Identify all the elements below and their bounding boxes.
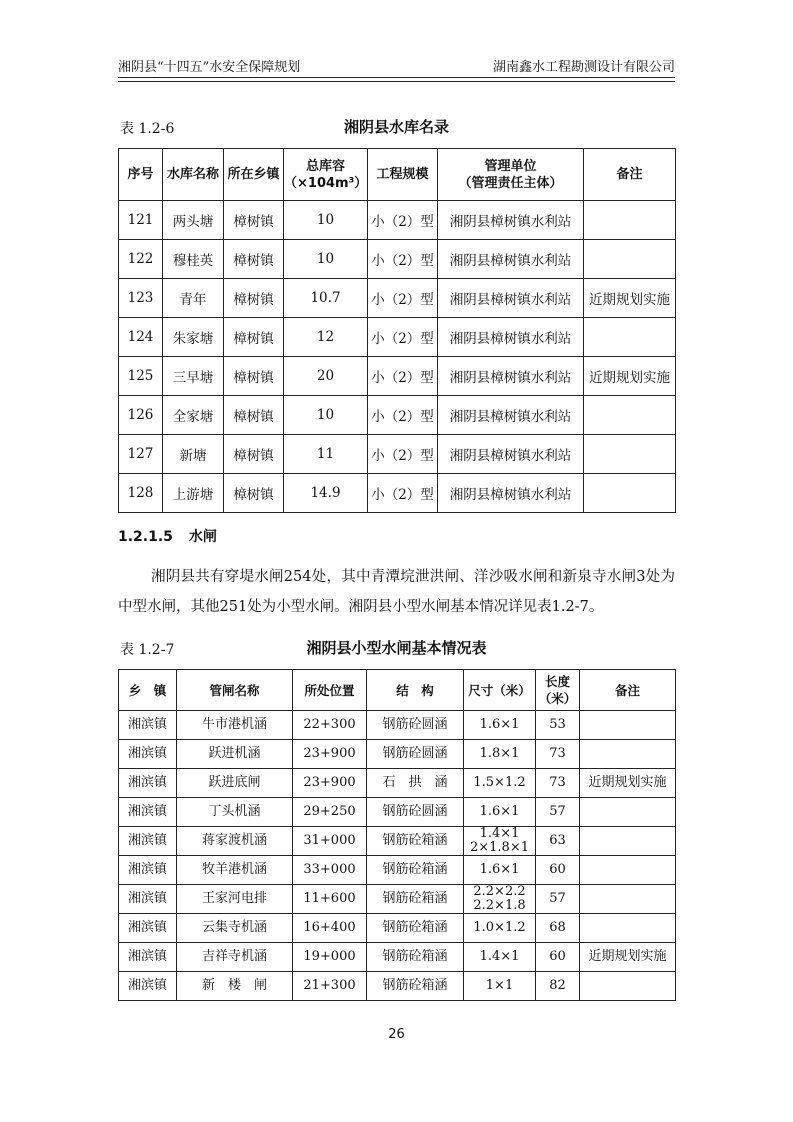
table-cell: 11: [284, 435, 368, 474]
table-cell: 10: [284, 396, 368, 435]
table-cell: 22+300: [293, 711, 367, 740]
table-row: [119, 396, 676, 435]
table-cell: 2.2×2.2 2.2×1.8: [464, 885, 536, 914]
table-cell: 19+000: [293, 943, 367, 972]
table-cell: 122: [119, 240, 163, 279]
table-cell: 湘阴县樟树镇水利站: [438, 396, 584, 435]
table-cell: 王家河电排: [177, 885, 293, 914]
table-cell: 近期规划实施: [580, 769, 676, 798]
table-cell: 钢筋砼箱涵: [367, 943, 464, 972]
table-row: [119, 972, 676, 1001]
table-cell: 钢筋砼箱涵: [367, 885, 464, 914]
table-cell: 小（2）型: [368, 279, 438, 318]
table-cell: 小（2）型: [368, 396, 438, 435]
table-cell: 樟树镇: [224, 318, 284, 357]
table-row: [119, 318, 676, 357]
table-row: [119, 201, 676, 240]
table-cell: 全家塘: [163, 396, 224, 435]
table-cell: 10: [284, 201, 368, 240]
table-cell: [580, 972, 676, 1001]
table-header-row: [119, 149, 676, 201]
table-cell: 吉祥寺机涵: [177, 943, 293, 972]
table2-caption: [118, 637, 675, 659]
header-cell: 总库容 （×104m³）: [284, 149, 368, 201]
table-cell: 跃进底闸: [177, 769, 293, 798]
table-cell: 樟树镇: [224, 396, 284, 435]
table1-number: 表 1.2-6: [120, 121, 175, 137]
header-cell: 备注: [584, 149, 676, 201]
table-row: [119, 357, 676, 396]
table-cell: 小（2）型: [368, 318, 438, 357]
header-cell: 备注: [580, 670, 676, 711]
table-cell: 125: [119, 357, 163, 396]
section-title: 水闸: [188, 529, 217, 545]
header-cell: 长度 （米）: [536, 670, 580, 711]
table-cell: 湘滨镇: [119, 972, 177, 1001]
table-cell: [584, 435, 676, 474]
header-cell: 管闸名称: [177, 670, 293, 711]
table-cell: 钢筋砼箱涵: [367, 856, 464, 885]
table-cell: 石 拱 涵: [367, 769, 464, 798]
table-cell: 123: [119, 279, 163, 318]
table-cell: 小（2）型: [368, 240, 438, 279]
table2-number: 表 1.2-7: [120, 642, 175, 658]
table-cell: 湘滨镇: [119, 827, 177, 856]
table-cell: 124: [119, 318, 163, 357]
table-cell: 樟树镇: [224, 279, 284, 318]
table-cell: 钢筋砼箱涵: [367, 914, 464, 943]
table1-title: 湘阴县水库名录: [343, 118, 449, 136]
header-divider: [118, 81, 675, 82]
header-left-title: 湘阴县“十四五”水安全保障规划: [118, 60, 301, 75]
table-cell: [580, 711, 676, 740]
table-cell: 近期规划实施: [580, 943, 676, 972]
table-cell: 青年: [163, 279, 224, 318]
table-cell: 12: [284, 318, 368, 357]
table-cell: 1.8×1: [464, 740, 536, 769]
table-cell: 湘滨镇: [119, 740, 177, 769]
table-cell: 1.5×1.2: [464, 769, 536, 798]
table-cell: 湘滨镇: [119, 914, 177, 943]
table-cell: 三早塘: [163, 357, 224, 396]
page-header: [118, 50, 675, 78]
table-cell: 湘阴县樟树镇水利站: [438, 318, 584, 357]
table-cell: 蒋家渡机涵: [177, 827, 293, 856]
table-cell: 23+900: [293, 740, 367, 769]
table-cell: 57: [536, 885, 580, 914]
table-row: [119, 435, 676, 474]
table-cell: [584, 474, 676, 513]
reservoir-table: [118, 148, 676, 513]
table-row: [119, 943, 676, 972]
table-row: [119, 914, 676, 943]
table-cell: 新塘: [163, 435, 224, 474]
table-cell: 湘滨镇: [119, 943, 177, 972]
table-cell: 钢筋砼圆涵: [367, 711, 464, 740]
table-cell: 钢筋砼圆涵: [367, 798, 464, 827]
table-cell: 湘滨镇: [119, 856, 177, 885]
table-cell: 湘阴县樟树镇水利站: [438, 357, 584, 396]
table-row: [119, 740, 676, 769]
table-row: [119, 827, 676, 856]
table-cell: 33+000: [293, 856, 367, 885]
table-header-row: [119, 670, 676, 711]
table-cell: 126: [119, 396, 163, 435]
table-cell: 湘滨镇: [119, 885, 177, 914]
table-row: [119, 856, 676, 885]
table-cell: 樟树镇: [224, 474, 284, 513]
table-cell: [580, 740, 676, 769]
table-cell: [584, 396, 676, 435]
table-cell: 1×1: [464, 972, 536, 1001]
table-cell: 樟树镇: [224, 435, 284, 474]
reservoir-table-body: [119, 201, 676, 513]
table-cell: 丁头机涵: [177, 798, 293, 827]
table-cell: 73: [536, 740, 580, 769]
table-cell: 湘阴县樟树镇水利站: [438, 279, 584, 318]
header-cell: 水库名称: [163, 149, 224, 201]
header-cell: 序号: [119, 149, 163, 201]
table-cell: 小（2）型: [368, 474, 438, 513]
header-cell: 管理单位 （管理责任主体）: [438, 149, 584, 201]
table-cell: 1.6×1: [464, 856, 536, 885]
table-cell: [580, 827, 676, 856]
table-row: [119, 474, 676, 513]
table-cell: 68: [536, 914, 580, 943]
table-cell: 29+250: [293, 798, 367, 827]
table-cell: 10: [284, 240, 368, 279]
section-heading: [118, 526, 217, 546]
body-paragraph: 湘阴县共有穿堤水闸254处，其中青潭垸泄洪闸、洋沙吸水闸和新泉寺水闸3处为中型水闸，其他251处为小型水闸。湘阴县小型水闸基本情况详见表1.2-7。: [118, 569, 675, 615]
table-cell: 60: [536, 943, 580, 972]
table2-title: 湘阴县小型水闸基本情况表: [306, 639, 487, 657]
table-cell: 跃进机涵: [177, 740, 293, 769]
table-cell: 两头塘: [163, 201, 224, 240]
table-cell: 湘滨镇: [119, 711, 177, 740]
table-cell: 10.7: [284, 279, 368, 318]
table-cell: [584, 240, 676, 279]
table-row: [119, 798, 676, 827]
table-cell: 湘滨镇: [119, 798, 177, 827]
table-cell: 穆桂英: [163, 240, 224, 279]
table-cell: 钢筋砼圆涵: [367, 740, 464, 769]
table-cell: 1.4×1 2×1.8×1: [464, 827, 536, 856]
table-cell: 樟树镇: [224, 201, 284, 240]
header-cell: 结 构: [367, 670, 464, 711]
table-cell: 牛市港机涵: [177, 711, 293, 740]
section-number: 1.2.1.5: [118, 529, 173, 545]
table-cell: [580, 885, 676, 914]
table-cell: [584, 201, 676, 240]
table-cell: 小（2）型: [368, 435, 438, 474]
table-row: [119, 769, 676, 798]
table-cell: [580, 856, 676, 885]
table-cell: 127: [119, 435, 163, 474]
sluice-table-body: [119, 711, 676, 1001]
table-cell: 樟树镇: [224, 240, 284, 279]
table-cell: 近期规划实施: [584, 279, 676, 318]
table-cell: 湘滨镇: [119, 769, 177, 798]
table-cell: 73: [536, 769, 580, 798]
table-cell: 14.9: [284, 474, 368, 513]
table-cell: 朱家塘: [163, 318, 224, 357]
header-cell: 工程规模: [368, 149, 438, 201]
table-cell: 小（2）型: [368, 201, 438, 240]
table-cell: 121: [119, 201, 163, 240]
header-right-company: 湖南鑫水工程勘测设计有限公司: [492, 60, 675, 75]
table-cell: 63: [536, 827, 580, 856]
table-cell: 新 楼 闸: [177, 972, 293, 1001]
table-cell: 23+900: [293, 769, 367, 798]
table-cell: 樟树镇: [224, 357, 284, 396]
table-cell: 1.6×1: [464, 711, 536, 740]
header-cell: 乡 镇: [119, 670, 177, 711]
table-cell: 湘阴县樟树镇水利站: [438, 474, 584, 513]
table-cell: 湘阴县樟树镇水利站: [438, 435, 584, 474]
table-cell: 1.6×1: [464, 798, 536, 827]
table-cell: 21+300: [293, 972, 367, 1001]
page-number: 26: [388, 1027, 405, 1042]
table-cell: [580, 914, 676, 943]
header-cell: 所处位置: [293, 670, 367, 711]
header-cell: 尺寸（米）: [464, 670, 536, 711]
table-row: [119, 885, 676, 914]
table-cell: 60: [536, 856, 580, 885]
header-cell: 所在乡镇: [224, 149, 284, 201]
table1-caption: [118, 116, 675, 138]
table-cell: 53: [536, 711, 580, 740]
table-cell: 小（2）型: [368, 357, 438, 396]
table-cell: 近期规划实施: [584, 357, 676, 396]
table-cell: 16+400: [293, 914, 367, 943]
table-cell: 上游塘: [163, 474, 224, 513]
table-cell: 11+600: [293, 885, 367, 914]
table-cell: 湘阴县樟树镇水利站: [438, 240, 584, 279]
table-row: [119, 711, 676, 740]
table-cell: 钢筋砼箱涵: [367, 827, 464, 856]
table-cell: 20: [284, 357, 368, 396]
table-cell: 云集寺机涵: [177, 914, 293, 943]
table-cell: 钢筋砼箱涵: [367, 972, 464, 1001]
table-cell: [580, 798, 676, 827]
table-cell: 1.4×1: [464, 943, 536, 972]
table-cell: 牧羊港机涵: [177, 856, 293, 885]
table-row: [119, 279, 676, 318]
table-cell: 湘阴县樟树镇水利站: [438, 201, 584, 240]
table-cell: [584, 318, 676, 357]
table-cell: 57: [536, 798, 580, 827]
table-row: [119, 240, 676, 279]
sluice-table: [118, 669, 676, 1001]
table-cell: 1.0×1.2: [464, 914, 536, 943]
table-cell: 31+000: [293, 827, 367, 856]
table-cell: 82: [536, 972, 580, 1001]
table-cell: 128: [119, 474, 163, 513]
